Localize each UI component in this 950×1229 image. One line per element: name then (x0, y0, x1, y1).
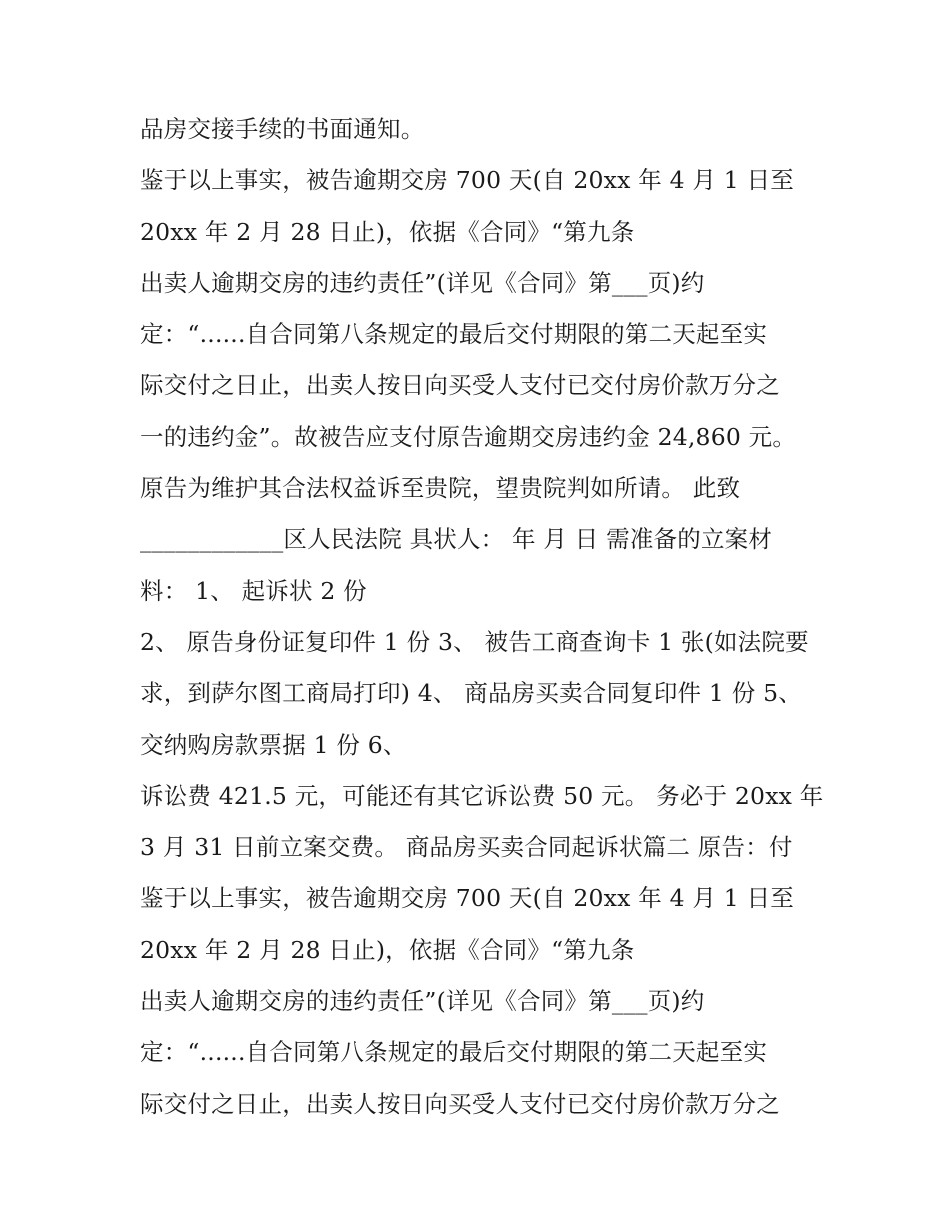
text-line: 原告为维护其合法权益诉至贵院，望贵院判如所请。 此致 (140, 474, 741, 503)
text-line: 鉴于以上事实，被告逾期交房 700 天(自 20xx 年 4 月 1 日至 (140, 884, 794, 913)
text-line: 3 月 31 日前立案交费。 商品房买卖合同起诉状篇二 原告：付 (140, 833, 793, 862)
document-body (140, 104, 840, 1130)
text-line: 际交付之日止，出卖人按日向买受人支付已交付房价款万分之 (140, 371, 780, 400)
text-line: 定：“......自合同第八条规定的最后交付期限的第二天起至实 (140, 320, 768, 349)
text-line: 一的违约金”。故被告应支付原告逾期交房违约金 24,860 元。 (140, 422, 797, 451)
text-line: 求，到萨尔图工商局打印) 4、 商品房买卖合同复印件 1 份 5、 (140, 679, 802, 708)
text-line: 鉴于以上事实，被告逾期交房 700 天(自 20xx 年 4 月 1 日至 (140, 166, 794, 195)
text-line: 料： 1、 起诉状 2 份 (140, 576, 367, 605)
text-line: 际交付之日止，出卖人按日向买受人支付已交付房价款万分之 (140, 1089, 780, 1118)
text-line: 出卖人逾期交房的违约责任”(详见《合同》第___页)约 (140, 987, 705, 1016)
text-line: 出卖人逾期交房的违约责任”(详见《合同》第___页)约 (140, 268, 705, 297)
text-line: 品房交接手续的书面通知。 (140, 115, 425, 143)
text-line: 2、 原告身份证复印件 1 份 3、 被告工商查询卡 1 张(如法院要 (140, 627, 809, 656)
text-line: 20xx 年 2 月 28 日止)，依据《合同》“第九条 (140, 935, 635, 964)
text-line: ____________区人民法院 具状人： 年 月 日 需准备的立案材 (140, 525, 773, 554)
text-line: 交纳购房款票据 1 份 6、 (140, 730, 407, 759)
text-line: 定：“......自合同第八条规定的最后交付期限的第二天起至实 (140, 1038, 768, 1067)
text-line: 20xx 年 2 月 28 日止)，依据《合同》“第九条 (140, 217, 635, 246)
text-line: 诉讼费 421.5 元，可能还有其它诉讼费 50 元。 务必于 20xx 年 (140, 781, 824, 810)
